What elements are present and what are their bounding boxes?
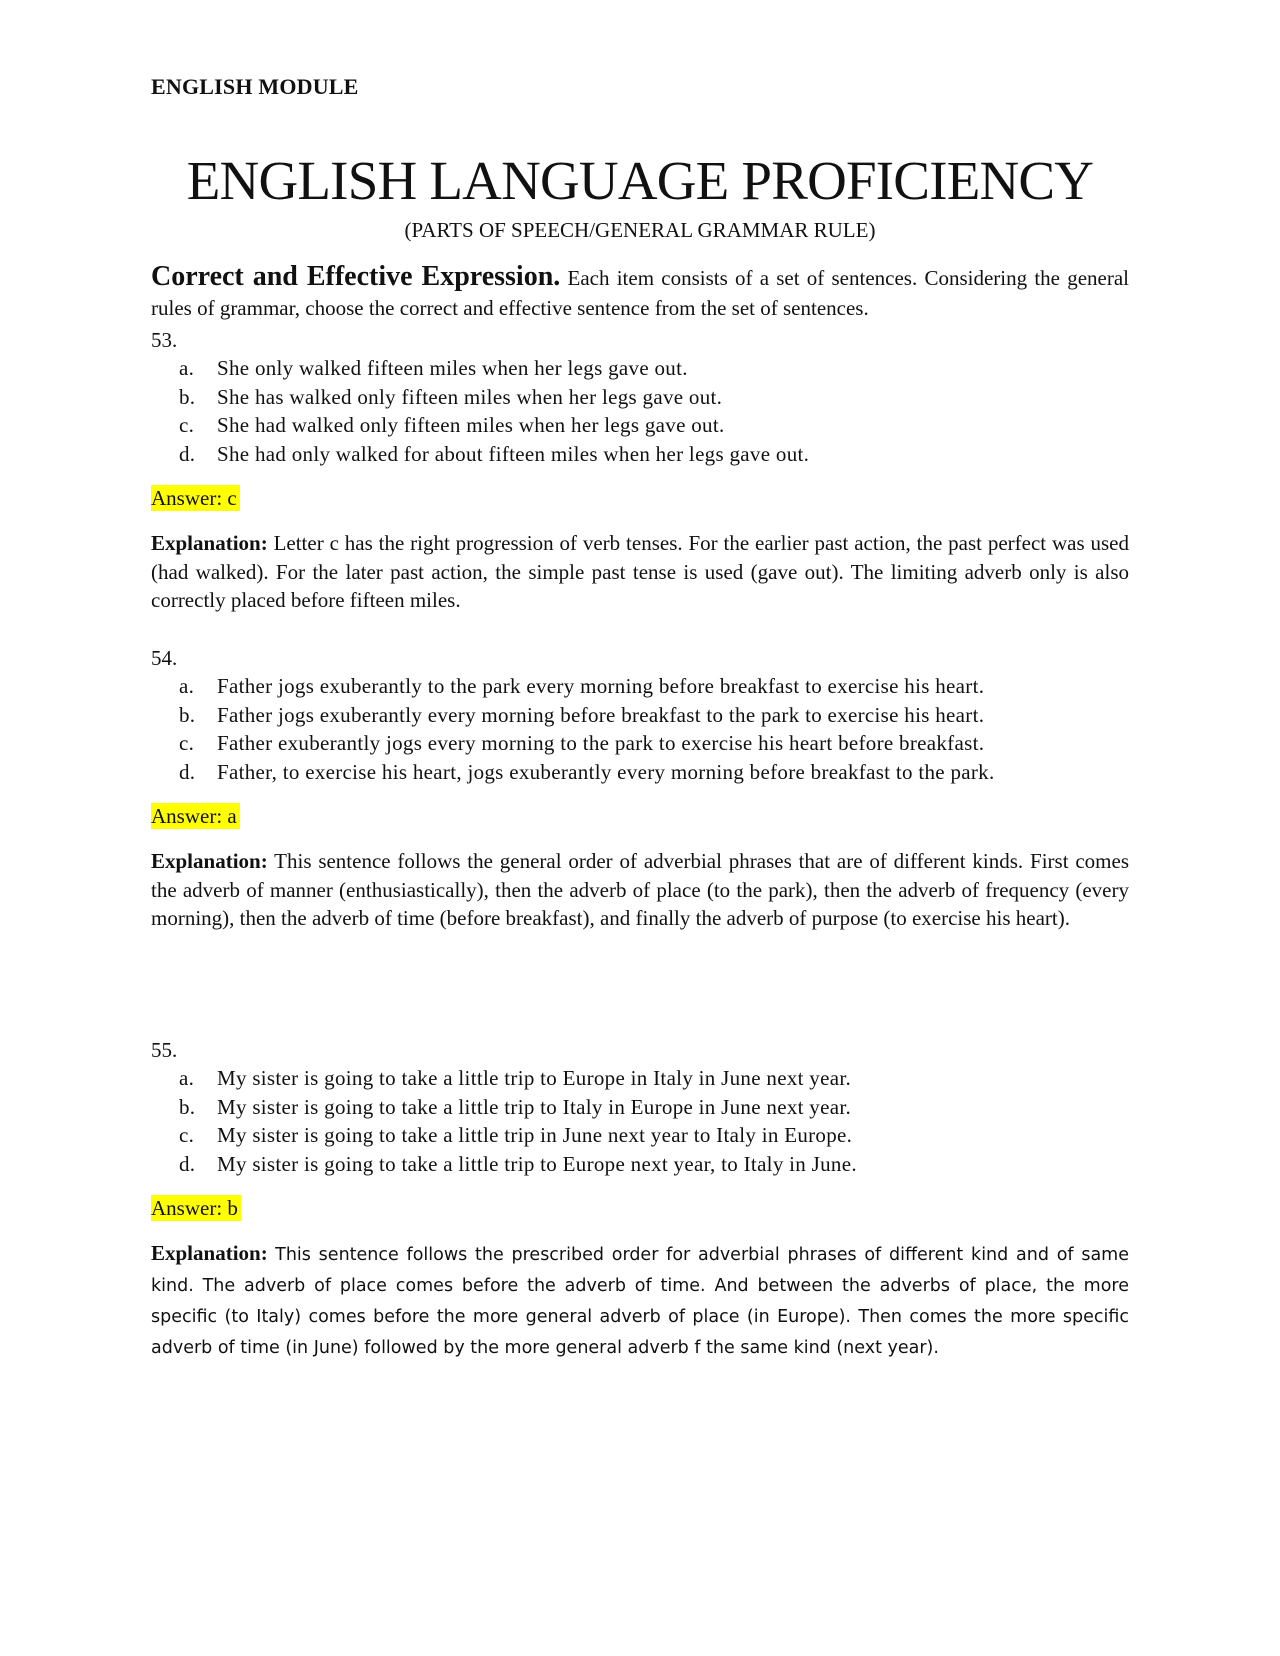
question-number: 54. bbox=[151, 646, 178, 670]
option-text: My sister is going to take a little trip to Italy in Europe in June next year. bbox=[217, 1094, 852, 1119]
option-list bbox=[151, 354, 1129, 468]
page-subtitle: (PARTS OF SPEECH/GENERAL GRAMMAR RULE) bbox=[404, 218, 876, 242]
option-letter: b. bbox=[179, 702, 196, 727]
option-letter: a. bbox=[179, 674, 195, 698]
option-letter: a. bbox=[179, 1066, 195, 1090]
instructions-heading: Correct and Effective Expression. bbox=[151, 261, 561, 292]
answer-highlight: Answer: a bbox=[151, 803, 240, 829]
question-54 bbox=[151, 644, 1129, 933]
option-b bbox=[151, 383, 1129, 412]
option-a bbox=[151, 1064, 1129, 1093]
option-letter: b. bbox=[179, 1094, 196, 1119]
option-d bbox=[151, 758, 1129, 787]
option-text: She had only walked for about fifteen miles when her legs gave out. bbox=[217, 441, 810, 466]
option-a bbox=[151, 672, 1129, 701]
option-text: My sister is going to take a little trip to Europe next year, to Italy in June. bbox=[217, 1151, 857, 1176]
explanation-label: Explanation: bbox=[151, 531, 268, 555]
option-letter: d. bbox=[179, 759, 196, 784]
option-d bbox=[151, 1150, 1129, 1179]
option-letter: a. bbox=[179, 356, 195, 380]
option-list bbox=[151, 672, 1129, 786]
page-title: ENGLISH LANGUAGE PROFICIENCY bbox=[186, 150, 1094, 211]
answer-highlight: Answer: c bbox=[151, 485, 240, 511]
explanation-label: Explanation: bbox=[151, 849, 268, 873]
running-header: ENGLISH MODULE bbox=[151, 74, 359, 99]
instructions-paragraph bbox=[151, 262, 1129, 323]
option-text: My sister is going to take a little trip to Europe in Italy in June next year. bbox=[217, 1066, 852, 1090]
instructions-text: Each item consists of a set of sentences. Considering the general rules of grammar, choose the correct and effective sentence from the set of sentences. bbox=[151, 266, 1130, 320]
option-list bbox=[151, 1064, 1129, 1178]
option-letter: c. bbox=[179, 1123, 195, 1147]
option-text: Father jogs exuberantly to the park every morning before breakfast to exercise his heart. bbox=[217, 674, 985, 698]
option-c bbox=[151, 729, 1129, 758]
option-letter: d. bbox=[179, 1151, 196, 1176]
option-text: Father exuberantly jogs every morning to the park to exercise his heart before breakfast. bbox=[217, 731, 985, 755]
explanation-paragraph bbox=[151, 847, 1129, 933]
explanation-text: This sentence follows the prescribed order for adverbial phrases of different kind and of same kind. The adverb of place comes before the adverb of time. And between the adverbs of place, the more specific (to Italy) comes before the more general adverb of place (in Europe). Then comes the more specific adverb of time (in June) followed by the more general adverb f the same kind (next year). bbox=[151, 1245, 1129, 1358]
option-c bbox=[151, 411, 1129, 440]
option-text: Father, to exercise his heart, jogs exuberantly every morning before breakfast to the park. bbox=[217, 759, 995, 784]
explanation-label: Explanation: bbox=[151, 1241, 268, 1265]
option-text: My sister is going to take a little trip in June next year to Italy in Europe. bbox=[217, 1123, 853, 1147]
explanation-text: This sentence follows the general order of adverbial phrases that are of different kinds. First comes the adverb of manner (enthusiastically), then the adverb of place (to the park), then the adverb of frequency (every morning), then the adverb of time (before breakfast), and finally the adverb of purpose (to exercise his heart). bbox=[151, 849, 1129, 930]
option-text: She had walked only fifteen miles when her legs gave out. bbox=[217, 413, 725, 437]
explanation-paragraph bbox=[151, 529, 1129, 615]
option-b bbox=[151, 701, 1129, 730]
answer-highlight: Answer: b bbox=[151, 1195, 241, 1221]
question-53 bbox=[151, 326, 1129, 615]
explanation-text: Letter c has the right progression of verb tenses. For the earlier past action, the past perfect was used (had walked). For the later past action, the simple past tense is used (gave out). The limiting adverb only is also correctly placed before fifteen miles. bbox=[151, 531, 1129, 612]
option-text: She has walked only fifteen miles when her legs gave out. bbox=[217, 384, 723, 409]
explanation-paragraph bbox=[151, 1239, 1129, 1363]
option-b bbox=[151, 1093, 1129, 1122]
question-55 bbox=[151, 1036, 1129, 1363]
option-text: She only walked fifteen miles when her legs gave out. bbox=[217, 356, 688, 380]
question-number: 53. bbox=[151, 328, 178, 352]
option-d bbox=[151, 440, 1129, 469]
option-letter: d. bbox=[179, 441, 196, 466]
option-text: Father jogs exuberantly every morning before breakfast to the park to exercise his heart. bbox=[217, 702, 985, 727]
option-letter: b. bbox=[179, 384, 196, 409]
option-letter: c. bbox=[179, 413, 195, 437]
option-letter: c. bbox=[179, 731, 195, 755]
option-c bbox=[151, 1121, 1129, 1150]
option-a bbox=[151, 354, 1129, 383]
question-number: 55. bbox=[151, 1038, 178, 1062]
